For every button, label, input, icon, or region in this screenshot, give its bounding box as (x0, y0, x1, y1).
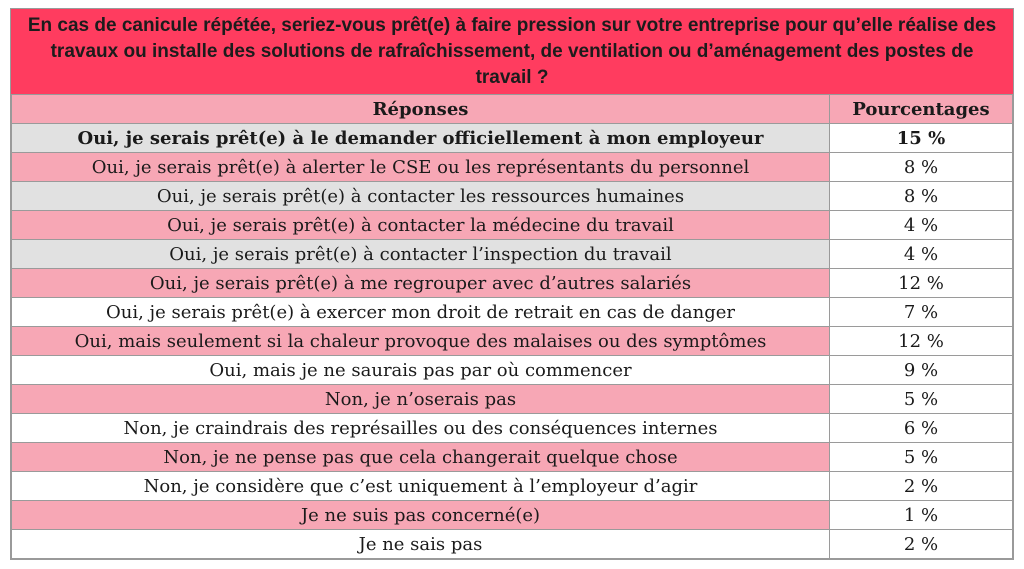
response-label: Je ne sais pas (12, 530, 830, 559)
survey-results-table (11, 95, 1013, 559)
response-label: Oui, je serais prêt(e) à exercer mon droit de retrait en cas de danger (12, 298, 830, 327)
response-label: Oui, je serais prêt(e) à alerter le CSE ou les représentants du personnel (12, 153, 830, 182)
response-label: Non, je considère que c’est uniquement à l’employeur d’agir (12, 472, 830, 501)
table-row (12, 153, 1013, 182)
response-label: Je ne suis pas concerné(e) (12, 501, 830, 530)
table-row (12, 443, 1013, 472)
response-percentage: 8 % (830, 153, 1013, 182)
response-label: Non, je craindrais des représailles ou des conséquences internes (12, 414, 830, 443)
response-label: Oui, je serais prêt(e) à contacter les ressources humaines (12, 182, 830, 211)
survey-table-container (10, 8, 1014, 560)
response-percentage: 6 % (830, 414, 1013, 443)
survey-question-title: En cas de canicule répétée, seriez-vous prêt(e) à faire pression sur votre entreprise pour qu’elle réalise des travaux ou installe des solutions de rafraîchissement, de ventilation ou d’aménagement des postes de travail ? (11, 9, 1013, 95)
table-row (12, 414, 1013, 443)
response-percentage: 2 % (830, 472, 1013, 501)
response-percentage: 9 % (830, 356, 1013, 385)
response-label: Oui, mais je ne saurais pas par où commencer (12, 356, 830, 385)
response-percentage: 4 % (830, 240, 1013, 269)
table-row (12, 182, 1013, 211)
response-percentage: 4 % (830, 211, 1013, 240)
table-row (12, 472, 1013, 501)
response-percentage: 12 % (830, 327, 1013, 356)
response-percentage: 5 % (830, 385, 1013, 414)
response-label: Oui, je serais prêt(e) à contacter la médecine du travail (12, 211, 830, 240)
table-row (12, 269, 1013, 298)
table-row (12, 530, 1013, 559)
response-percentage: 8 % (830, 182, 1013, 211)
response-percentage: 5 % (830, 443, 1013, 472)
response-label: Oui, je serais prêt(e) à le demander officiellement à mon employeur (12, 124, 830, 153)
table-row (12, 298, 1013, 327)
response-percentage: 7 % (830, 298, 1013, 327)
column-header-responses: Réponses (12, 95, 830, 124)
response-label: Oui, mais seulement si la chaleur provoque des malaises ou des symptômes (12, 327, 830, 356)
table-body (12, 124, 1013, 559)
response-label: Oui, je serais prêt(e) à contacter l’inspection du travail (12, 240, 830, 269)
column-header-percentages: Pourcentages (830, 95, 1013, 124)
response-label: Non, je ne pense pas que cela changerait quelque chose (12, 443, 830, 472)
table-row (12, 124, 1013, 153)
table-row (12, 211, 1013, 240)
table-row (12, 327, 1013, 356)
response-percentage: 12 % (830, 269, 1013, 298)
response-label: Non, je n’oserais pas (12, 385, 830, 414)
table-row (12, 356, 1013, 385)
table-row (12, 501, 1013, 530)
response-percentage: 15 % (830, 124, 1013, 153)
response-label: Oui, je serais prêt(e) à me regrouper avec d’autres salariés (12, 269, 830, 298)
table-header-row (12, 95, 1013, 124)
response-percentage: 1 % (830, 501, 1013, 530)
table-row (12, 240, 1013, 269)
response-percentage: 2 % (830, 530, 1013, 559)
table-row (12, 385, 1013, 414)
